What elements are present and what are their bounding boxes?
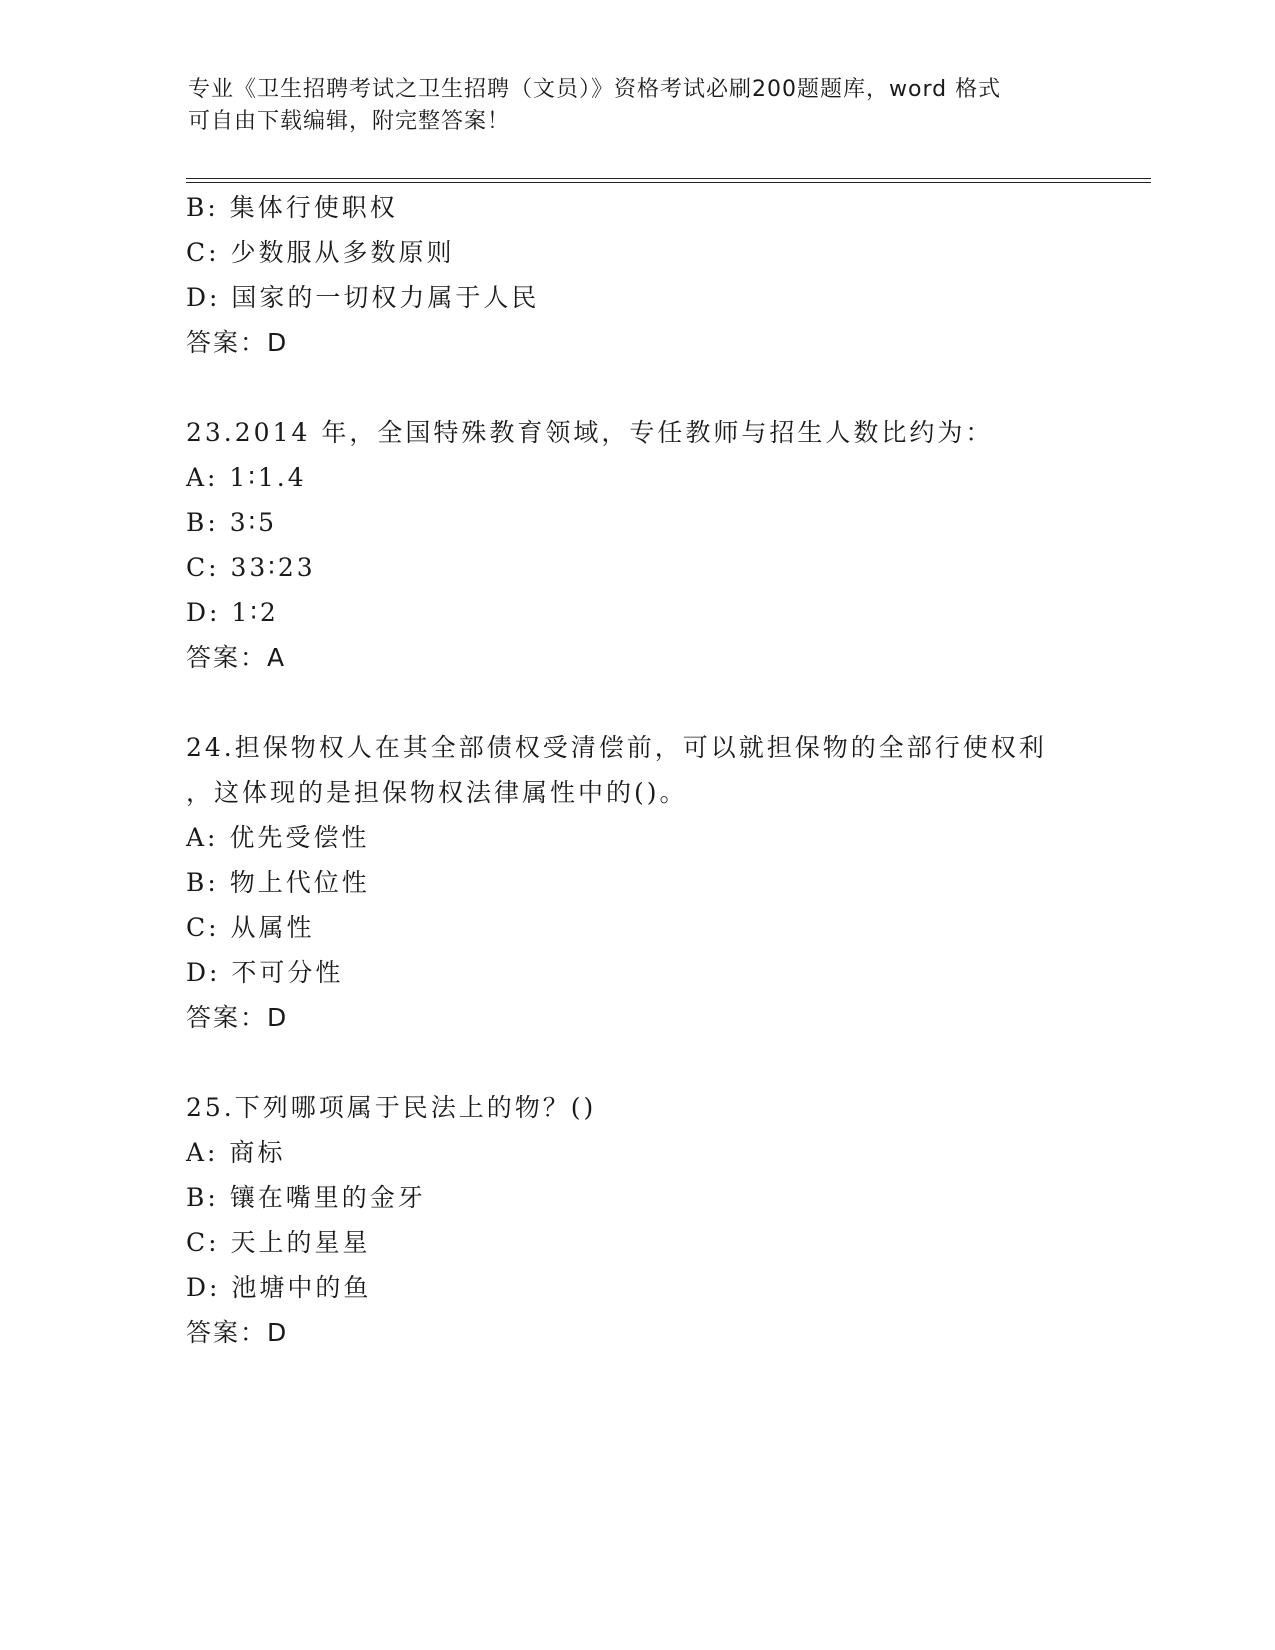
q24-option-b: B: 物上代位性 [186, 868, 370, 897]
q24-option-c: C: 从属性 [186, 913, 315, 942]
q25-answer: 答案：D [186, 1318, 289, 1347]
header-rule-top [186, 178, 1151, 179]
document-header [188, 74, 1088, 138]
q25-option-b: B: 镶在嘴里的金牙 [186, 1183, 426, 1212]
header-line-2: 可自由下载编辑，附完整答案！ [188, 109, 511, 134]
q24-question-line-2: ，这体现的是担保物权法律属性中的()。 [186, 778, 688, 807]
q24-question-line-1: 24.担保物权人在其全部债权受清偿前，可以就担保物的全部行使权利 [186, 733, 1047, 762]
q23-option-a: A: 1∶1.4 [186, 463, 307, 492]
q23-question: 23.2014 年，全国特殊教育领域，专任教师与招生人数比约为： [186, 418, 994, 447]
q25-option-c: C: 天上的星星 [186, 1228, 371, 1257]
q25-option-a: A: 商标 [186, 1138, 286, 1167]
q25-question: 25.下列哪项属于民法上的物？() [186, 1093, 597, 1122]
q22-option-b: B: 集体行使职权 [186, 193, 398, 222]
q25-option-d: D: 池塘中的鱼 [186, 1273, 372, 1302]
q23-option-d: D: 1∶2 [186, 598, 279, 627]
q22-option-d: D: 国家的一切权力属于人民 [186, 283, 540, 312]
q23-option-b: B: 3∶5 [186, 508, 278, 537]
q24-option-d: D: 不可分性 [186, 958, 344, 987]
header-line-1: 专业《卫生招聘考试之卫生招聘（文员）》资格考试必刷200题题库，word 格式 [188, 77, 1002, 102]
q23-answer: 答案：A [186, 643, 287, 672]
q23-option-c: C: 33∶23 [186, 553, 316, 582]
q24-option-a: A: 优先受偿性 [186, 823, 370, 852]
header-rule-bottom [186, 182, 1151, 183]
q22-option-c: C: 少数服从多数原则 [186, 238, 455, 267]
q24-answer: 答案：D [186, 1003, 289, 1032]
q22-answer: 答案：D [186, 328, 289, 357]
